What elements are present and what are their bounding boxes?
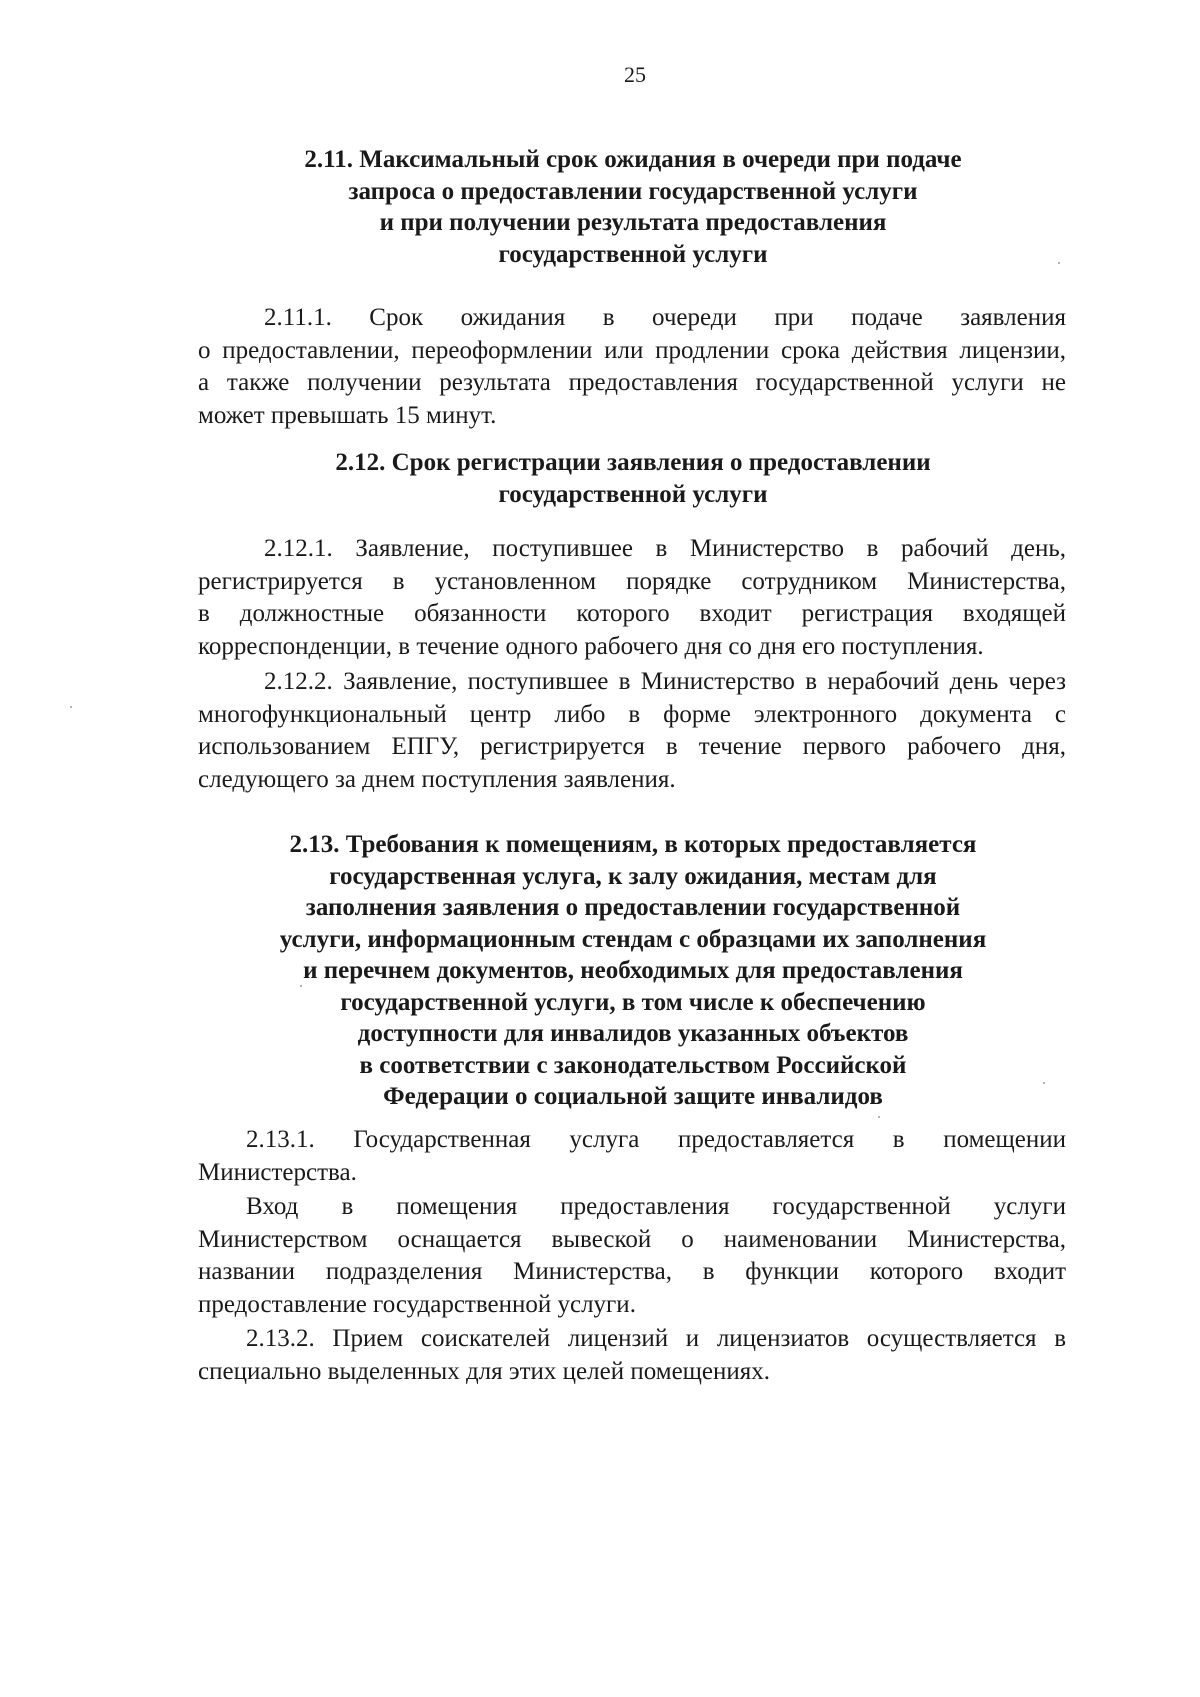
heading-line: 2.13. Требования к помещениям, в которых предоставляется [289, 831, 977, 858]
page-number: 25 [624, 62, 646, 87]
heading-line: 2.11. Максимальный срок ожидания в очереди при подаче [304, 146, 962, 173]
heading-line: государственной услуги [498, 240, 768, 268]
scan-speck [1058, 262, 1060, 264]
paragraph-2-11-1 [198, 302, 1066, 432]
paragraph-entrance [198, 1191, 1066, 1321]
heading-line: государственной услуги [498, 480, 768, 508]
paragraph-line: Министерством оснащается вывеской о наименовании Министерства, [198, 1225, 1066, 1253]
paragraph-line: специально выделенных для этих целей помещениях. [198, 1357, 771, 1385]
heading-line: доступности для инвалидов указанных объектов [357, 1020, 909, 1047]
paragraph-line: следующего за днем поступления заявления. [198, 765, 676, 793]
scan-speck [878, 1116, 880, 1118]
paragraph-line: предоставление государственной услуги. [198, 1290, 636, 1318]
heading-line: в соответствии с законодательством Российской [359, 1051, 907, 1079]
paragraph-line: 2.13.2. Прием соискателей лицензий и лицензиатов осуществляется в [246, 1325, 1066, 1352]
heading-line: государственная услуга, к залу ожидания, местам для [329, 862, 937, 890]
heading-line: 2.12. Срок регистрации заявления о предоставлении [335, 449, 931, 476]
scan-speck [1043, 1082, 1045, 1084]
paragraph-line: использованием ЕПГУ, регистрируется в течение первого рабочего дня, [198, 733, 1066, 761]
paragraph-line: 2.12.2. Заявление, поступившее в Министерство в нерабочий день через [264, 668, 1066, 695]
heading-line: услуги, информационным стендам с образцами их заполнения [279, 925, 987, 953]
paragraph-2-12-2 [198, 666, 1066, 796]
paragraph-line: а также получении результата предоставления государственной услуги не [198, 369, 1066, 397]
paragraph-2-12-1 [198, 533, 1066, 663]
paragraph-line: корреспонденции, в течение одного рабочего дня со дня его поступления. [198, 632, 984, 660]
paragraph-line: названии подразделения Министерства, в функции которого входит [198, 1258, 1066, 1286]
paragraph-line: может превышать 15 минут. [198, 401, 497, 429]
scan-speck [70, 706, 72, 708]
section-2-11-heading [198, 144, 1068, 270]
heading-line: государственной услуги, в том числе к обеспечению [340, 988, 926, 1016]
section-2-12-heading [198, 447, 1068, 510]
heading-line: заполнения заявления о предоставлении государственной [305, 894, 961, 921]
heading-line: и при получении результата предоставления [379, 209, 887, 236]
paragraph-line: Вход в помещения предоставления государственной услуги [246, 1193, 1066, 1220]
paragraph-line: многофункциональный центр либо в форме электронного документа с [198, 700, 1066, 728]
paragraph-2-13-2 [198, 1323, 1066, 1388]
heading-line: запроса о предоставлении государственной услуги [348, 177, 918, 205]
section-2-13-heading [198, 829, 1068, 1113]
paragraph-2-13-1 [198, 1124, 1066, 1189]
paragraph-line: в должностные обязанности которого входит регистрация входящей [198, 600, 1066, 628]
paragraph-line: 2.11.1. Срок ожидания в очереди при подаче заявления [264, 304, 1066, 331]
paragraph-line: о предоставлении, переоформлении или продлении срока действия лицензии, [198, 336, 1066, 364]
heading-line: и перечнем документов, необходимых для предоставления [303, 957, 963, 984]
heading-line: Федерации о социальной защите инвалидов [383, 1083, 883, 1110]
paragraph-line: Министерства. [198, 1158, 357, 1186]
paragraph-line: 2.12.1. Заявление, поступившее в Министерство в рабочий день, [264, 535, 1066, 562]
paragraph-line: 2.13.1. Государственная услуга предоставляется в помещении [246, 1126, 1066, 1153]
scan-speck [300, 985, 302, 987]
paragraph-line: регистрируется в установленном порядке сотрудником Министерства, [198, 567, 1066, 595]
